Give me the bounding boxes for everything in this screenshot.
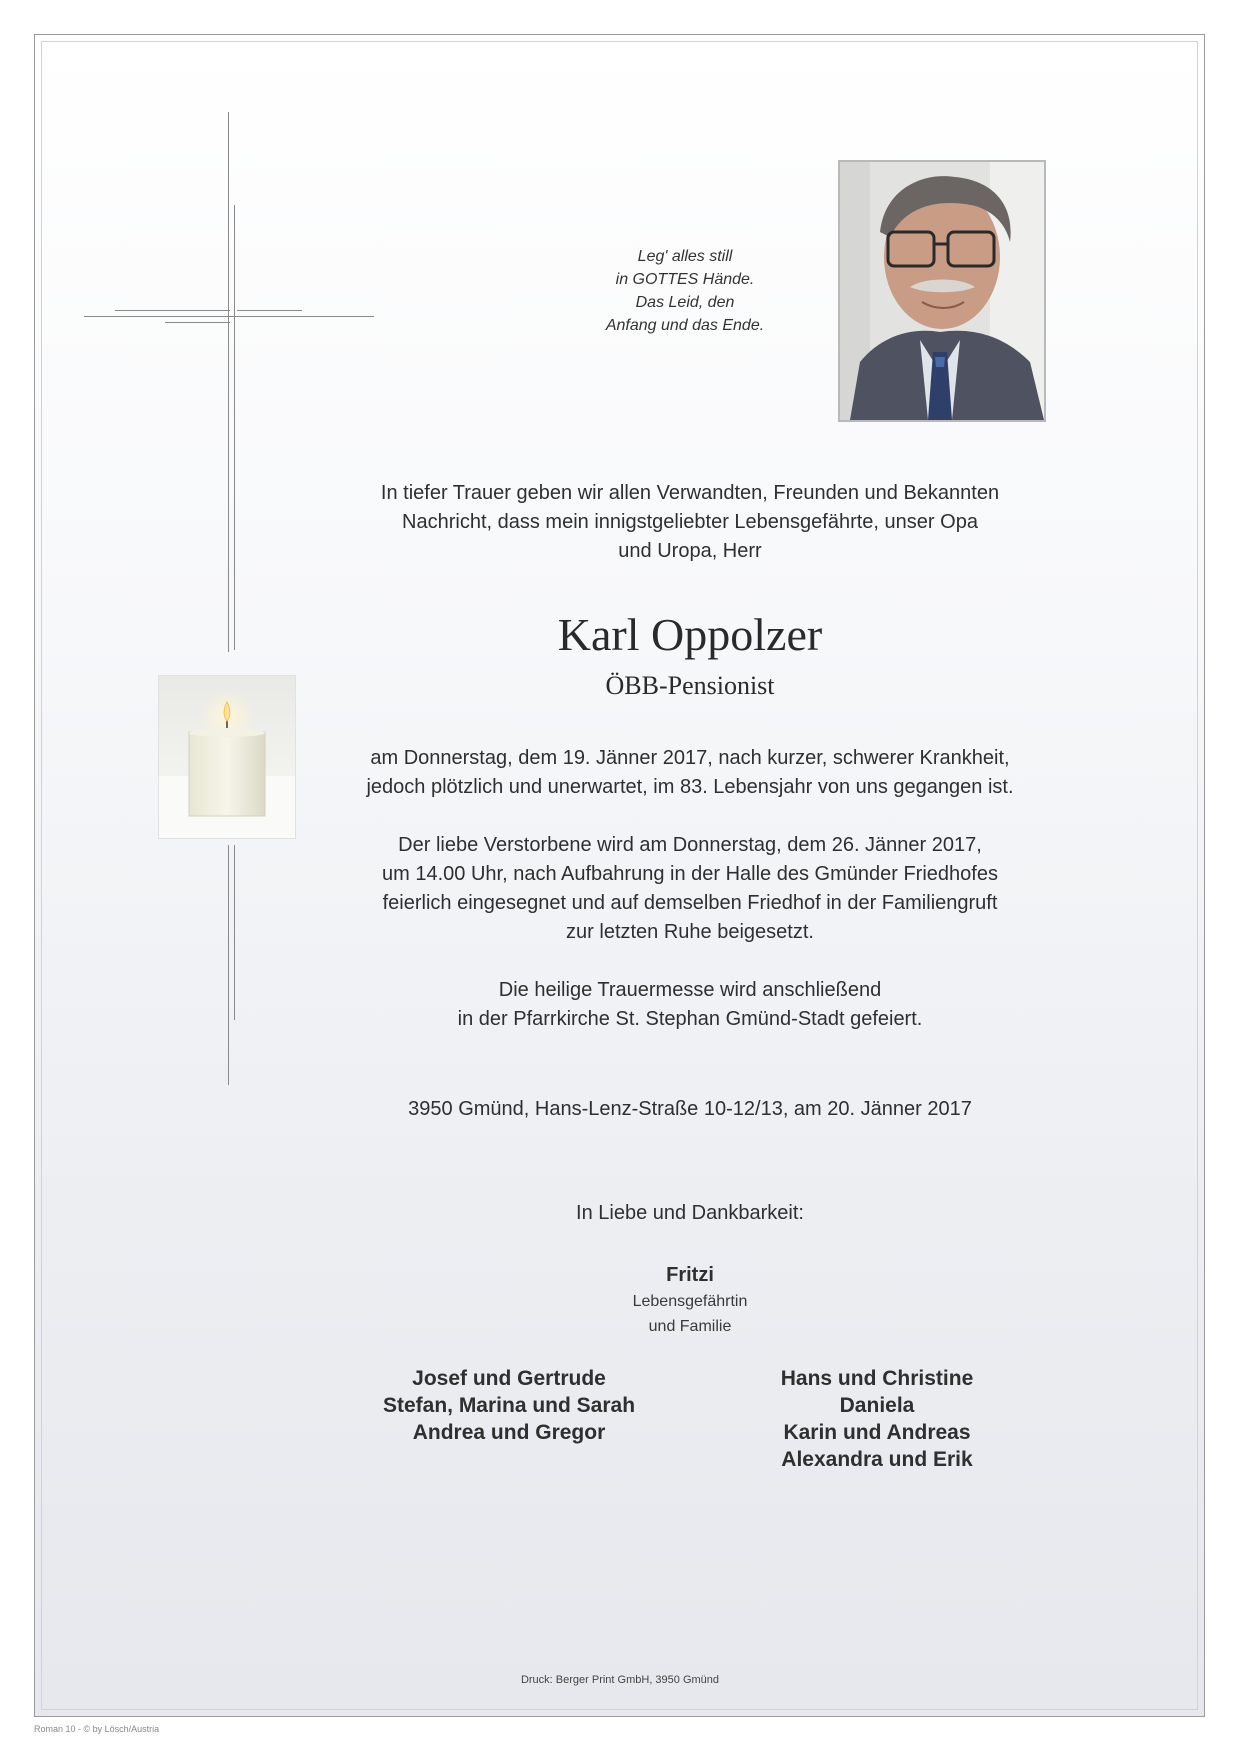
- template-credit: Roman 10 - © by Lösch/Austria: [34, 1724, 160, 1734]
- primary-mourner: [560, 1264, 820, 1339]
- printer-credit: Druck: Berger Print GmbH, 3950 Gmünd: [520, 1674, 720, 1686]
- intro-line: In tiefer Trauer geben wir allen Verwandten, Freunden und Bekannten: [380, 482, 1000, 504]
- place-date: [330, 1095, 1050, 1124]
- funeral-line: zur letzten Ruhe beigesetzt.: [566, 921, 814, 943]
- primary-mourner-relation: Lebensgefährtin: [632, 1293, 748, 1310]
- primary-mourner-relation: und Familie: [648, 1318, 732, 1335]
- mass-line: Die heilige Trauermesse wird anschließend: [498, 979, 882, 1001]
- intro-line: Nachricht, dass mein innigstgeliebter Lebensgefährte, unser Opa: [402, 511, 978, 533]
- death-line: am Donnerstag, dem 19. Jänner 2017, nach kurzer, schwerer Krankheit,: [370, 747, 1010, 769]
- mourner-entry: Stefan, Marina und Sarah: [382, 1394, 636, 1417]
- mass-line: in der Pfarrkirche St. Stephan Gmünd-Stadt gefeiert.: [457, 1008, 923, 1030]
- intro-line: und Uropa, Herr: [618, 540, 762, 562]
- quote-line: in GOTTES Hände.: [615, 271, 755, 288]
- mourners-right-column: [707, 1365, 1047, 1473]
- mourners-left-column: [339, 1365, 679, 1446]
- deceased-name: Karl Oppolzer: [557, 609, 823, 660]
- memorial-quote: [560, 245, 810, 337]
- place-date-text: 3950 Gmünd, Hans-Lenz-Straße 10-12/13, am 20. Jänner 2017: [408, 1098, 972, 1120]
- quote-line: Anfang und das Ende.: [605, 317, 765, 334]
- mourner-entry: Daniela: [839, 1394, 915, 1417]
- quote-line: Das Leid, den: [635, 294, 735, 311]
- portrait-photo: [838, 160, 1046, 422]
- funeral-line: um 14.00 Uhr, nach Aufbahrung in der Halle des Gmünder Friedhofes: [382, 863, 998, 885]
- mass-notice: [330, 976, 1050, 1034]
- closing-line: In Liebe und Dankbarkeit:: [576, 1202, 804, 1224]
- funeral-line: feierlich eingesegnet und auf demselben Friedhof in der Familiengruft: [382, 892, 998, 914]
- mourner-entry: Hans und Christine: [780, 1367, 974, 1390]
- intro-paragraph: [330, 479, 1050, 566]
- mourner-entry: Josef und Gertrude: [412, 1367, 606, 1390]
- mourner-entry: Andrea und Gregor: [412, 1421, 606, 1444]
- candle-image: [158, 675, 296, 839]
- mourner-entry: Alexandra und Erik: [781, 1448, 973, 1471]
- quote-line: Leg' alles still: [637, 248, 733, 265]
- primary-mourner-name: Fritzi: [666, 1264, 714, 1286]
- death-notice: [330, 744, 1050, 802]
- deceased-title: ÖBB-Pensionist: [605, 671, 775, 700]
- death-line: jedoch plötzlich und unerwartet, im 83. Lebensjahr von uns gegangen ist.: [366, 776, 1014, 798]
- funeral-details: [330, 831, 1050, 947]
- mourner-entry: Karin und Andreas: [783, 1421, 971, 1444]
- funeral-line: Der liebe Verstorbene wird am Donnerstag, dem 26. Jänner 2017,: [398, 834, 982, 856]
